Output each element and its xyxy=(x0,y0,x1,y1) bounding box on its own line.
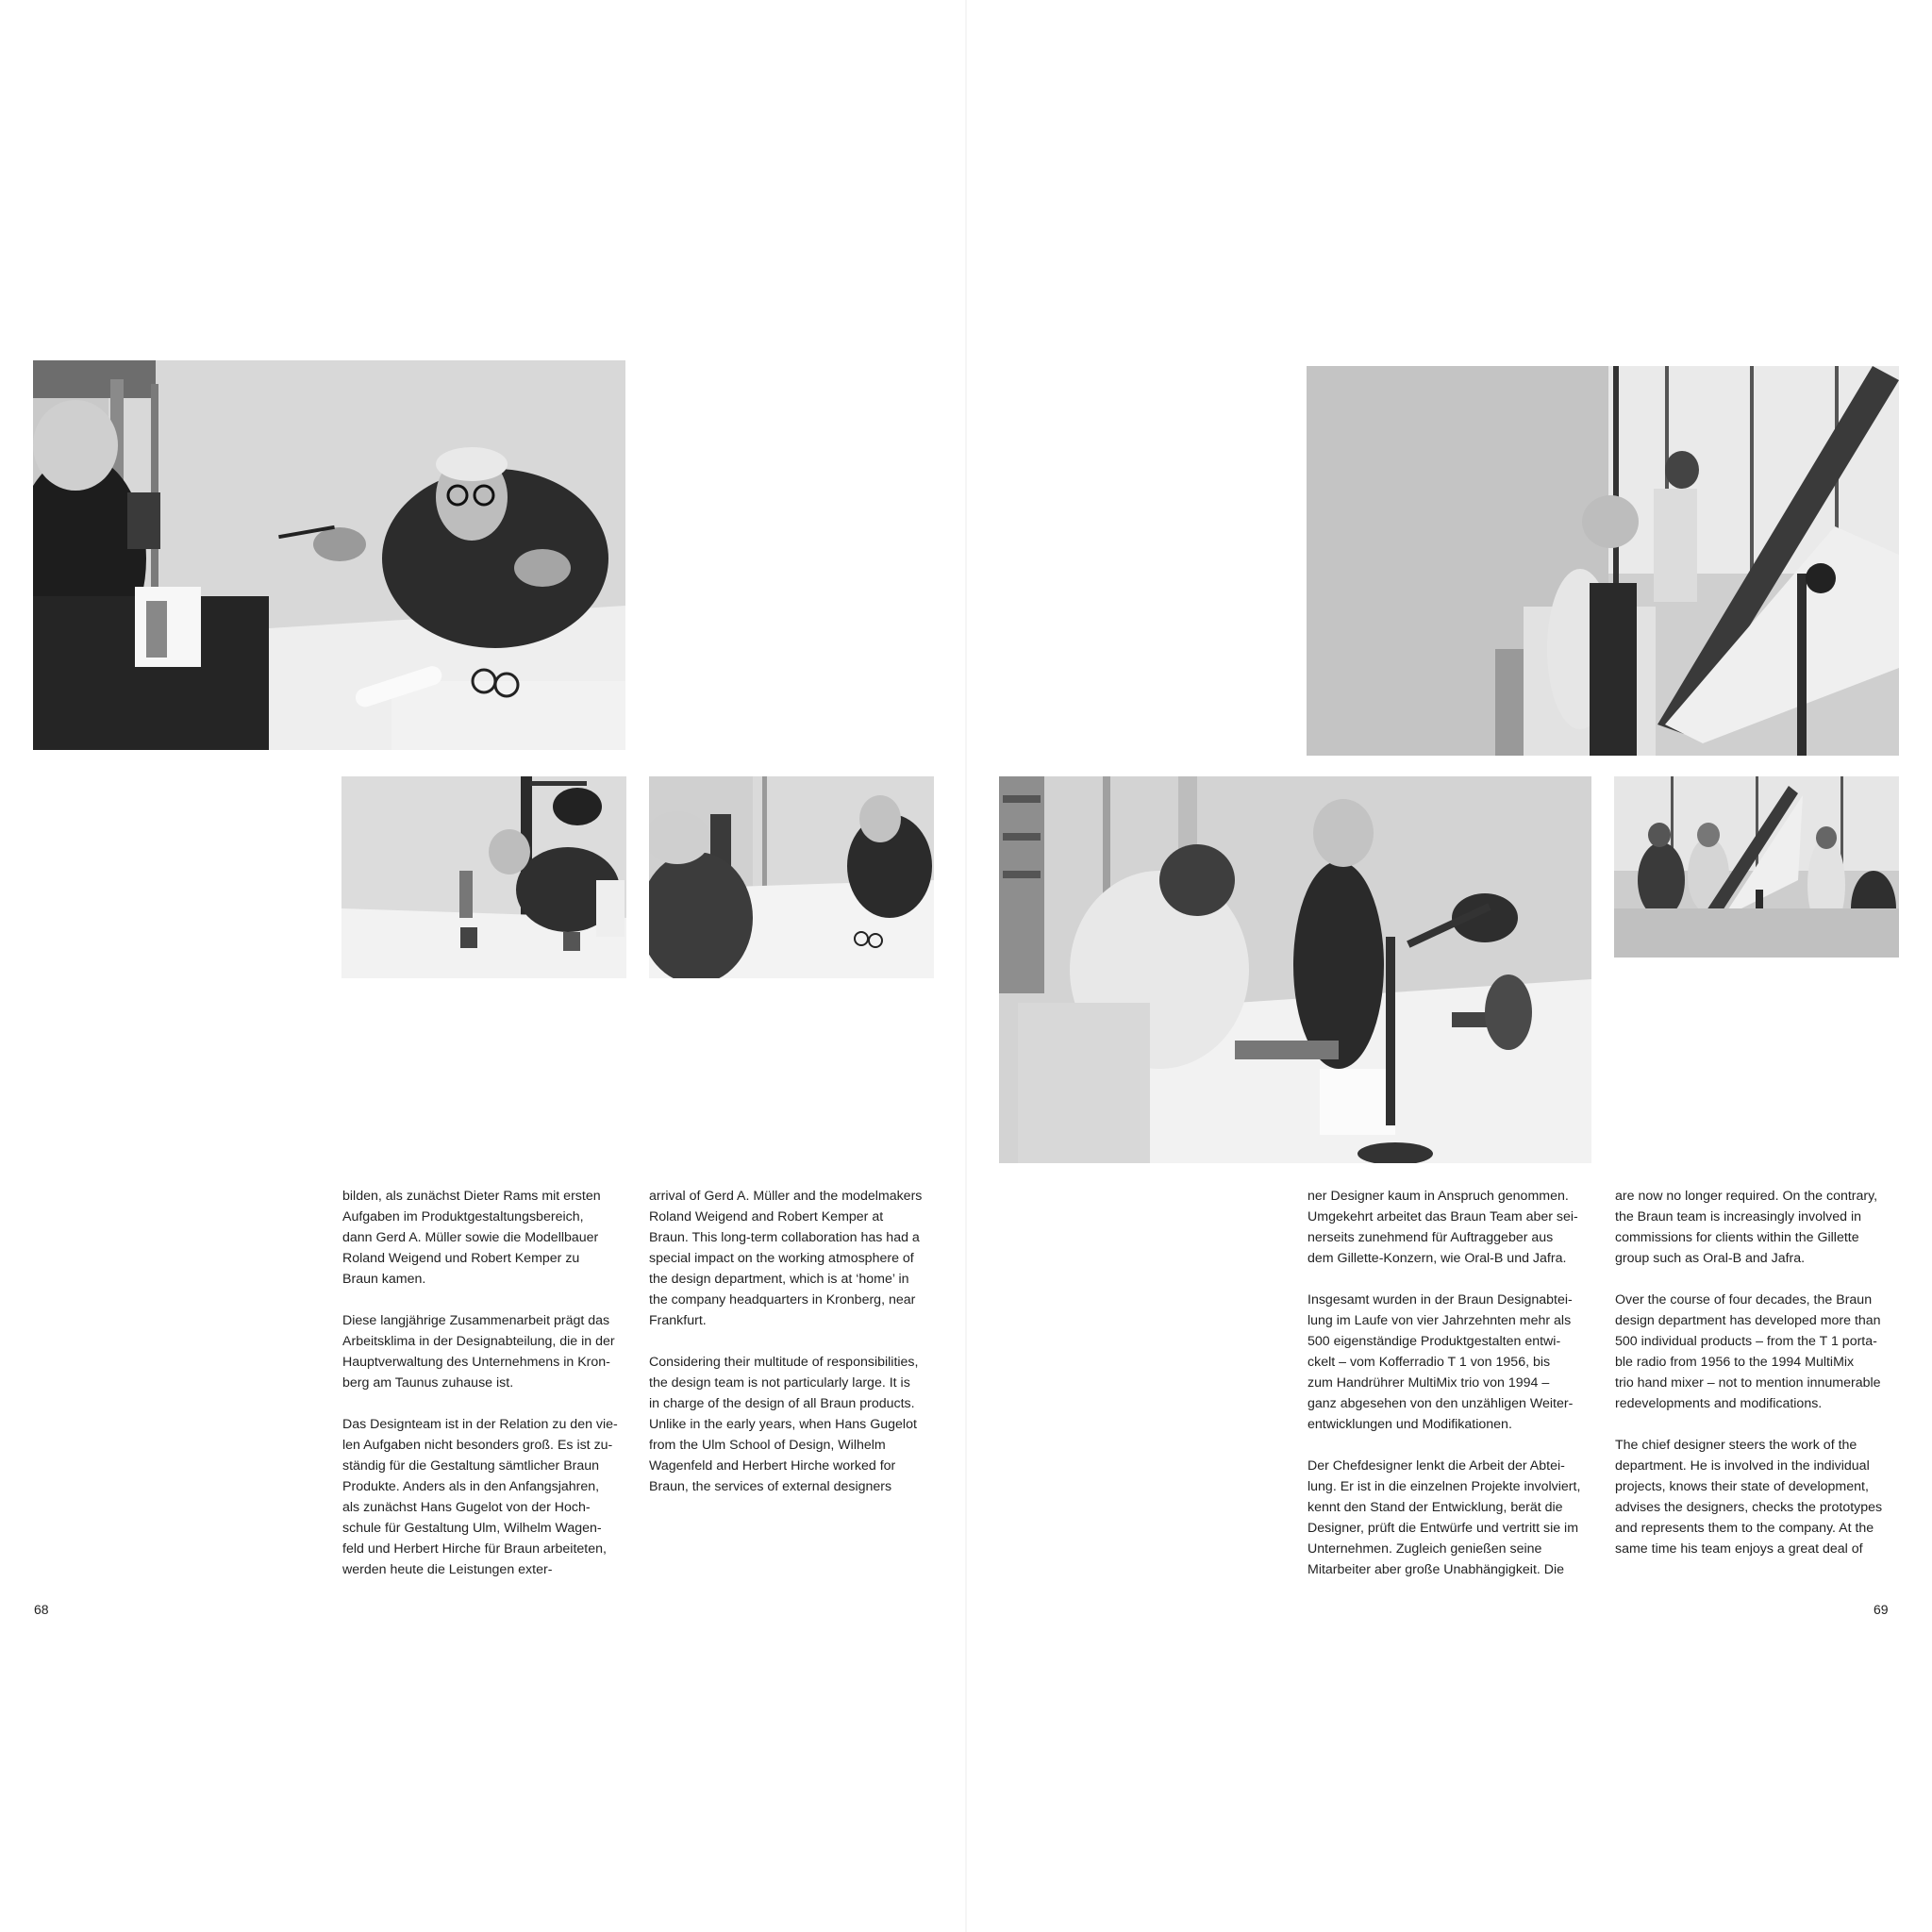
text-column-english-right xyxy=(1615,1186,1898,1559)
photograph-two-designers-drawing xyxy=(649,776,934,978)
paragraph: bilden, als zunächst Dieter Rams mit ersten Aufgaben im Produktgestaltungsbereich, dann Gerd A. Müller sowie die Modellbauer Roland Weigend und Robert Kemper zu Braun kamen. xyxy=(342,1189,601,1287)
photo-two-designers-drawing xyxy=(649,776,934,978)
page-number-left: 68 xyxy=(34,1602,49,1617)
text-column-german-left xyxy=(342,1186,625,1580)
paragraph: Diese langjährige Zusammenarbeit prägt das Arbeitsklima in der Designabteilung, die in der Hauptverwaltung des Unternehmens in Kron- berg am Taunus zuhause ist. xyxy=(342,1313,615,1391)
photo-designers-reviewing-model xyxy=(999,776,1591,1163)
photograph-sketching-under-lamp xyxy=(341,776,626,978)
paragraph: Das Designteam ist in der Relation zu den vie- len Aufgaben nicht besonders groß. Es ist zu- ständig für die Gestaltung sämtlicher Braun Produkte. Anders als in den Anfangsjahren, als zunächst Hans Gugelot von der Hoch- schule für Gestaltung Ulm, Wilhelm Wagen- feld und Herbert Hirche für Braun arbeiteten, werden heute die Leistungen exter- xyxy=(342,1417,618,1577)
photo-sketching-under-lamp xyxy=(341,776,626,978)
photograph-designers-at-drawing-board xyxy=(1307,366,1899,756)
paragraph: Insgesamt wurden in der Braun Designabtei- lung im Laufe von vier Jahrzehnten mehr als 500 eigenständige Produktgestalten entwi- ckelt – vom Kofferradio T 1 von 1956, bis zum Handrührer MultiMix trio von 1994 – ganz abgesehen von den unzähligen Weiter- entwicklungen und Modifikationen. xyxy=(1307,1292,1574,1432)
paragraph: are now no longer required. On the contrary, the Braun team is increasingly involved in commissions for clients within the Gillette group such as Oral-B and Jafra. xyxy=(1615,1189,1878,1266)
paragraph: ner Designer kaum in Anspruch genommen. Umgekehrt arbeitet das Braun Team aber sei- nerseits zunehmend für Auftraggeber aus dem Gillette-Konzern, wie Oral-B und Jafra. xyxy=(1307,1189,1578,1266)
photograph-meeting-at-desk xyxy=(33,360,625,750)
photo-team-in-studio xyxy=(1614,776,1899,958)
text-column-german-right xyxy=(1307,1186,1591,1580)
photo-meeting-at-desk xyxy=(33,360,625,750)
paragraph: Over the course of four decades, the Braun design department has developed more than 500 individual products – from the T 1 porta- ble radio from 1956 to the 1994 MultiMix trio hand mixer – not to mention innumerable redevelopments and modifications. xyxy=(1615,1292,1881,1411)
paragraph: Der Chefdesigner lenkt die Arbeit der Abtei- lung. Er ist in die einzelnen Projekte involviert, kennt den Stand der Entwicklung, berät die Designer, prüft die Entwürfe und vertritt sie im Unternehmen. Zugleich genießen seine Mitarbeiter aber große Unabhängigkeit. Die xyxy=(1307,1458,1581,1577)
photograph-team-in-studio xyxy=(1614,776,1899,958)
book-spine xyxy=(965,0,967,1932)
paragraph: The chief designer steers the work of the department. He is involved in the individual projects, knows their state of development, advises the designers, checks the prototypes and represents them to the company. At the same time his team enjoys a great deal of xyxy=(1615,1438,1883,1557)
photo-designers-at-drawing-board xyxy=(1307,366,1899,756)
text-column-english-left xyxy=(649,1186,932,1497)
photograph-designers-reviewing-model xyxy=(999,776,1591,1163)
paragraph: arrival of Gerd A. Müller and the modelmakers Roland Weigend and Robert Kemper at Braun. This long-term collaboration has had a special impact on the working atmosphere of the design department, which is at ‘home’ in the company headquarters in Kronberg, near Frankfurt. xyxy=(649,1189,923,1328)
page-number-right: 69 xyxy=(1874,1602,1889,1617)
paragraph: Considering their multitude of responsibilities, the design team is not particularly large. It is in charge of the design of all Braun products. Unlike in the early years, when Hans Gugelot from the Ulm School of Design, Wilhelm Wagenfeld and Herbert Hirche worked for Braun, the services of external designers xyxy=(649,1355,919,1494)
